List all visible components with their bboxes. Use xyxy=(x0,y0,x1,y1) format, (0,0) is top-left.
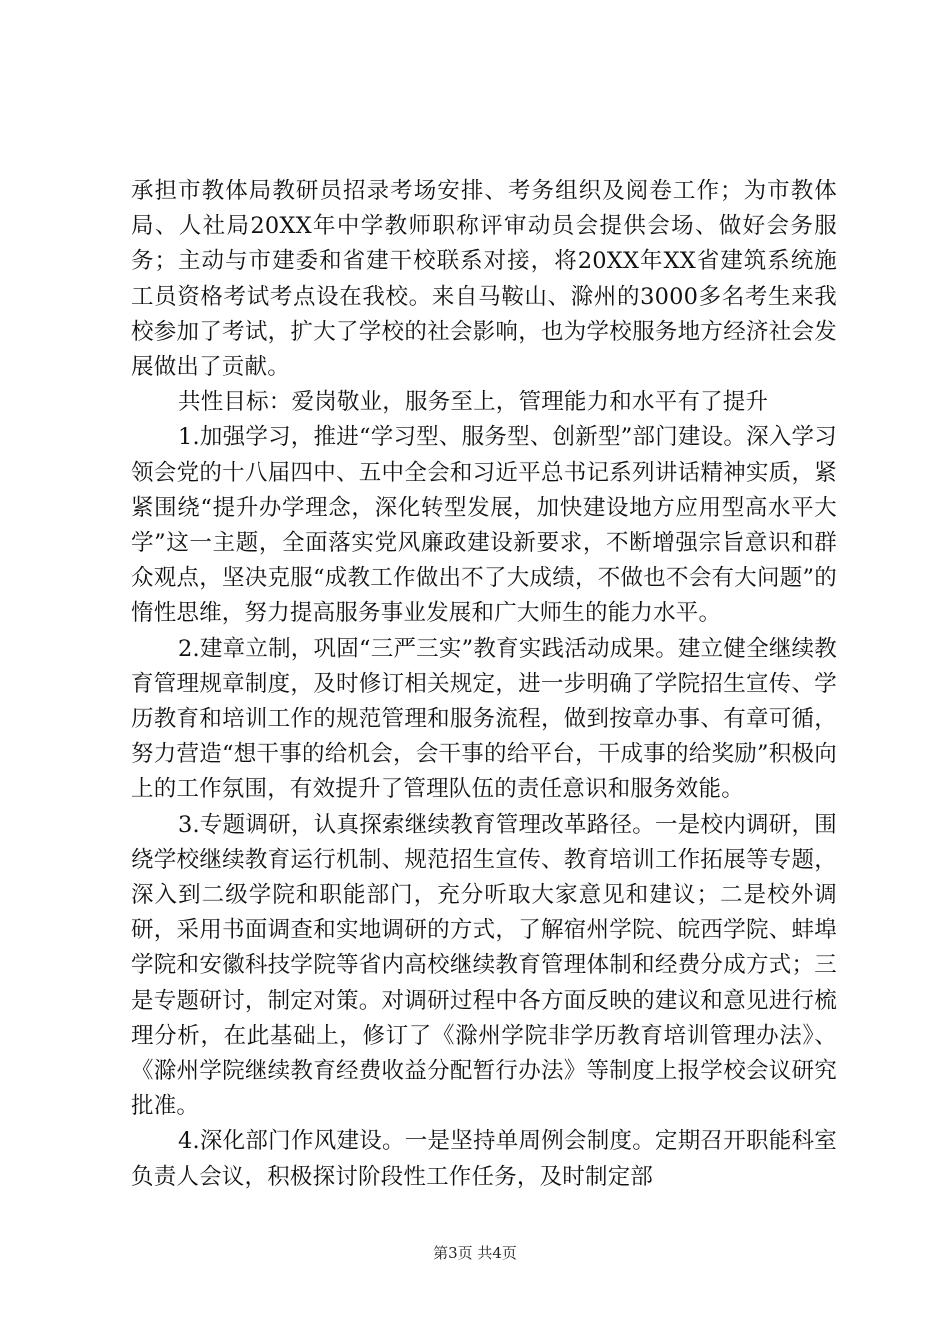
page-footer xyxy=(0,1243,950,1263)
paragraph-item-4-work-style: 4.深化部门作风建设。一是坚持单周例会制度。定期召开职能科室负责人会议，积极探讨阶段性工作任务，及时制定部 xyxy=(131,1128,837,1190)
document-body xyxy=(131,174,837,1195)
paragraph-common-goal-heading: 共性目标：爱岗敬业，服务至上，管理能力和水平有了提升 xyxy=(178,389,769,416)
paragraph-item-3-research: 3.专题调研，认真探索继续教育管理改革路径。一是校内调研，围绕学校继续教育运行机制、规范招生宣传、教育培训工作拓展等专题，深入到二级学院和职能部门，充分听取大家意见和建议；二是校外调研，采用书面调查和实地调研的方式，了解宿州学院、皖西学院、蚌埠学院和安徽科技学院等省内高校继续教育管理体制和经费分成方式；三是专题研讨，制定对策。对调研过程中各方面反映的建议和意见进行梳理分析，在此基础上，修订了《滁州学院非学历教育培训管理办法》、《滁州学院继续教育经费收益分配暂行办法》等制度上报学校会议研究批准。 xyxy=(131,811,837,1120)
paragraph-continuation: 承担市教体局教研员招录考场安排、考务组织及阅卷工作；为市教体局、人社局20XX年中学教师职称评审动员会提供会场、做好会务服务；主动与市建委和省建干校联系对接，将20XX年XX省建筑系统施工员资格考试考点设在我校。来自马鞍山、滁州的3000多名考生来我校参加了考试，扩大了学校的社会影响，也为学校服务地方经济社会发展做出了贡献。 xyxy=(131,178,837,381)
page-number-label: 第3页 共4页 xyxy=(433,1244,517,1262)
paragraph-item-1-study: 1.加强学习，推进“学习型、服务型、创新型”部门建设。深入学习领会党的十八届四中、五中全会和习近平总书记系列讲话精神实质，紧紧围绕“提升办学理念，深化转型发展，加快建设地方应用型高水平大学”这一主题，全面落实党风廉政建设新要求，不断增强宗旨意识和群众观点，坚决克服“成教工作做出不了大成绩，不做也不会有大问题”的惰性思维，努力提高服务事业发展和广大师生的能力水平。 xyxy=(131,424,837,627)
paragraph-item-2-regulations: 2.建章立制，巩固“三严三实”教育实践活动成果。建立健全继续教育管理规章制度，及时修订相关规定，进一步明确了学院招生宣传、学历教育和培训工作的规范管理和服务流程，做到按章办事、有章可循，努力营造“想干事的给机会，会干事的给平台，干成事的给奖励”积极向上的工作氛围，有效提升了管理队伍的责任意识和服务效能。 xyxy=(131,635,837,803)
